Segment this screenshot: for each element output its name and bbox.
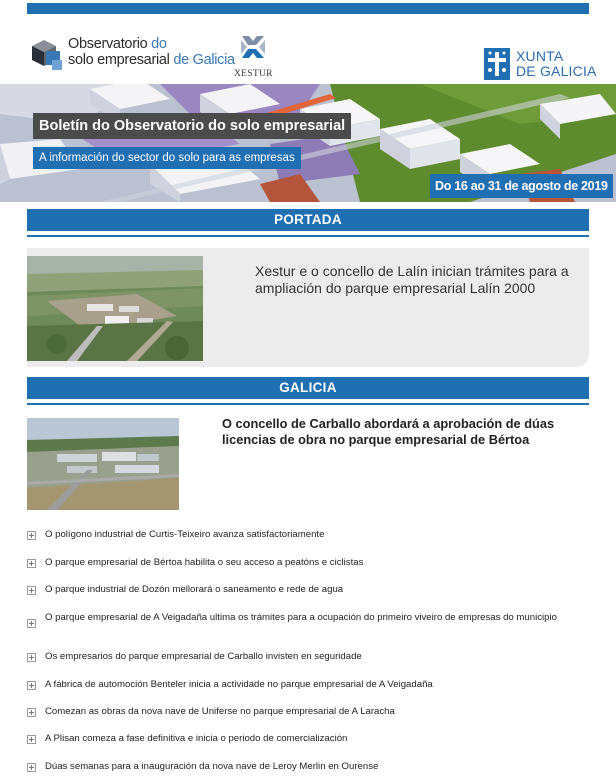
bulletin-date-range: Do 16 ao 31 de agosto de 2019 bbox=[430, 174, 613, 198]
portada-photo[interactable] bbox=[27, 256, 203, 361]
observatorio-wordmark bbox=[68, 36, 235, 68]
xunta-wordmark bbox=[516, 49, 597, 79]
news-item-text[interactable]: O parque empresarial de Bértoa habilita o seu acceso a peatóns e ciclistas bbox=[45, 557, 364, 568]
expand-plus-icon[interactable] bbox=[27, 681, 36, 690]
galicia-headline[interactable]: O concello de Carballo abordará a aprobación de dúas licencias de obra no parque empresarial de Bértoa bbox=[222, 416, 555, 447]
obs-line1-bold: Observatorio bbox=[68, 36, 148, 52]
galicia-photo[interactable] bbox=[27, 418, 179, 510]
expand-plus-icon[interactable] bbox=[27, 531, 36, 540]
xunta-emblem-icon bbox=[484, 48, 510, 80]
portada-underline bbox=[27, 235, 589, 237]
section-header-galicia: GALICIA bbox=[27, 377, 589, 399]
expand-plus-icon[interactable] bbox=[27, 763, 36, 772]
xestur-mark-icon bbox=[238, 32, 268, 62]
xunta-line1: XUNTA bbox=[516, 48, 564, 64]
news-item-text[interactable]: A Plisan comeza a fase definitiva e inicia o periodo de comercialización bbox=[45, 733, 348, 744]
expand-plus-icon[interactable] bbox=[27, 586, 36, 595]
news-item-text[interactable]: O parque industrial de Dozón mellorará o saneamento e rede de agua bbox=[45, 584, 344, 595]
bulletin-subtitle: A información do sector do solo para as empresas bbox=[33, 147, 301, 169]
top-rule bbox=[27, 3, 589, 14]
xestur-logo bbox=[234, 32, 272, 86]
news-item-text[interactable]: Os empresarios do parque empresarial de Carballo invisten en seguridade bbox=[45, 651, 362, 662]
aerial-photo-bertoa bbox=[27, 418, 179, 510]
observatorio-logo-icon bbox=[30, 36, 66, 72]
portada-headline[interactable]: Xestur e o concello de Lalín inician trámites para a ampliación do parque empresarial Lalín 2000 bbox=[255, 263, 569, 296]
expand-plus-icon[interactable] bbox=[27, 735, 36, 744]
galicia-underline bbox=[27, 403, 589, 405]
section-header-portada: PORTADA bbox=[27, 209, 589, 231]
news-item-text[interactable]: O polígono industrial de Curtis-Teixeiro avanza satisfactoriamente bbox=[45, 529, 325, 540]
obs-line1-light: do bbox=[151, 36, 167, 52]
obs-line2-light: de Galicia bbox=[173, 52, 235, 68]
expand-plus-icon[interactable] bbox=[27, 653, 36, 662]
logo-bar bbox=[0, 14, 616, 86]
xunta-line2: DE GALICIA bbox=[516, 63, 597, 79]
aerial-photo-lalin bbox=[27, 256, 203, 361]
news-item-text[interactable]: O parque empresarial de A Veigadaña ultima os trámites para a ocupación do primeiro viveiro de empresas do municipio bbox=[45, 612, 557, 623]
news-item-text[interactable]: A fábrica de automoción Benteler inicia a actividade no parque empresarial de A Veigadaña bbox=[45, 679, 433, 690]
bulletin-title: Boletín do Observatorio do solo empresarial bbox=[33, 113, 351, 139]
xestur-word: XESTUR bbox=[234, 69, 273, 79]
obs-line2-bold: solo empresarial bbox=[68, 52, 170, 68]
expand-plus-icon[interactable] bbox=[27, 708, 36, 717]
expand-plus-icon[interactable] bbox=[27, 619, 36, 628]
news-item-text[interactable]: Comezan as obras da nova nave de Uniferse no parque empresarial de A Laracha bbox=[45, 706, 395, 717]
news-item-text[interactable]: Dúas semanas para a inauguración da nova nave de Leroy Merlin en Ourense bbox=[45, 761, 379, 772]
expand-plus-icon[interactable] bbox=[27, 559, 36, 568]
